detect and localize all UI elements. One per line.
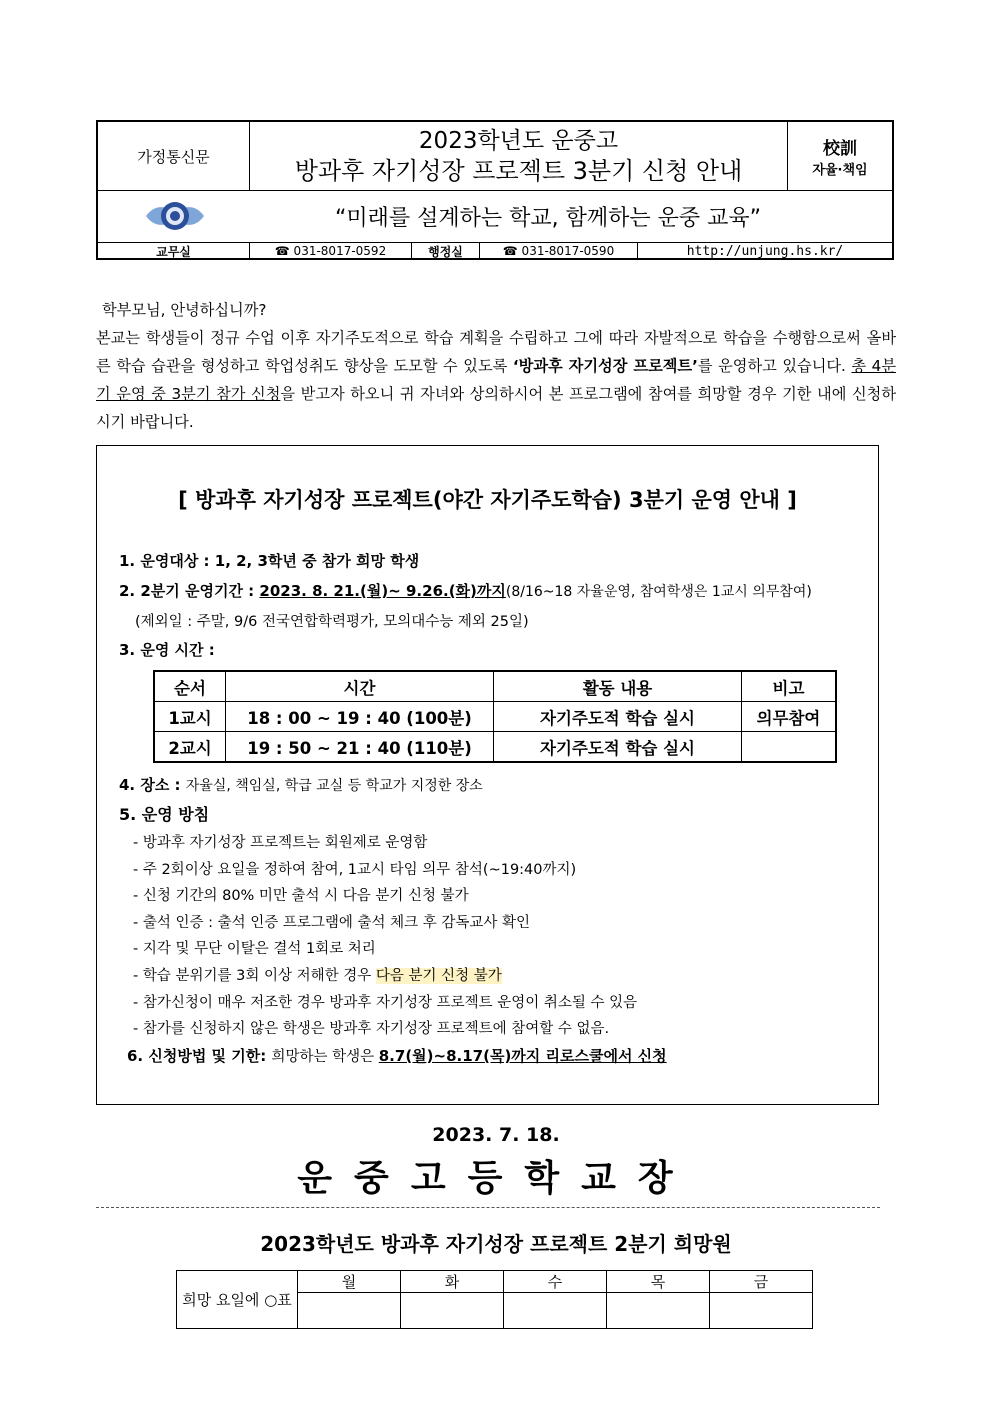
list-item: - 참가를 신청하지 않은 학생은 방과후 자기성장 프로젝트에 참여할 수 없음. (133, 1021, 610, 1037)
item-apply (127, 1045, 667, 1066)
table-row (154, 732, 836, 763)
list-item: - 참가신청이 매우 저조한 경우 방과후 자기성장 프로젝트 운영이 취소될 수 있음 (133, 995, 638, 1011)
principal-signature: 운중고등학교장 (297, 1158, 695, 1199)
list-item: - 방과후 자기성장 프로젝트는 회원제로 운영함 (133, 835, 428, 851)
apply-label: 6. 신청방법 및 기한: (127, 1047, 272, 1065)
period-value: 2023. 8. 21.(월)~ 9.26.(화)까지 (259, 582, 506, 600)
school-slogan: “미래를 설계하는 학교, 함께하는 운중 교육” (334, 205, 762, 231)
policy-text: - 학습 분위기를 3회 이상 저해한 경우 (133, 968, 376, 984)
intro-p1: 본교는 학생들이 정규 수업 이후 자기주도적으로 학습 계획을 수립하고 그에 따라 자발적으로 학습을 수행함으로써 올바른 학습 습관을 형성하고 학업성취도 향상을 도모할 수 있도록 (96, 329, 896, 375)
list-item: - 주 2회이상 요일을 정하여 참여, 1교시 타임 의무 참석(~19:40까지) (133, 862, 577, 878)
item-period (119, 580, 812, 601)
intro-p2: 를 운영하고 있습니다. (697, 357, 852, 375)
friday-mark-cell[interactable] (710, 1293, 813, 1329)
policy-highlight: 다음 분기 신청 불가 (375, 968, 502, 984)
day-wednesday: 수 (504, 1271, 607, 1293)
item-location (119, 774, 483, 795)
phone-1: ☎ 031-8017-0592 (250, 242, 412, 260)
item-hours: 3. 운영 시간 : (119, 641, 215, 659)
intro-text (96, 296, 896, 436)
school-motto (788, 122, 892, 190)
thursday-mark-cell[interactable] (607, 1293, 710, 1329)
period-label: 2. 2분기 운영기간 : (119, 582, 260, 600)
slogan-row (98, 190, 892, 243)
document-title (250, 122, 788, 190)
monday-mark-cell[interactable] (298, 1293, 401, 1329)
box-title: [ 방과후 자기성장 프로젝트(야간 자기주도학습) 3분기 운영 안내 ] (178, 488, 797, 512)
contact-row (98, 242, 892, 260)
list-item: - 지각 및 무단 이탈은 결석 1회로 처리 (133, 941, 376, 957)
row2-order: 2교시 (154, 732, 226, 763)
program-info-box (96, 445, 879, 1105)
day-tuesday: 화 (401, 1271, 504, 1293)
period-exclusion: (제외일 : 주말, 9/6 전국연합학력평가, 모의대수능 제외 25일) (135, 614, 529, 630)
list-item: - 신청 기간의 80% 미만 출석 시 다음 분기 신청 불가 (133, 888, 469, 904)
title-line-2: 방과후 자기성장 프로젝트 3분기 신청 안내 (294, 157, 743, 185)
tuesday-mark-cell[interactable] (401, 1293, 504, 1329)
school-url[interactable]: http://unjung.hs.kr/ (686, 243, 844, 259)
letterhead (96, 120, 894, 260)
row2-time: 19 : 50 ~ 21 : 40 (110분) (226, 732, 494, 763)
list-item: - 출석 인증 : 출석 인증 프로그램에 출석 체크 후 감독교사 확인 (133, 915, 530, 931)
program-name: ‘방과후 자기성장 프로젝트’ (512, 357, 698, 375)
col-order: 순서 (154, 671, 226, 702)
motto-label: 校訓 (823, 139, 857, 159)
intro-underlined: 총 4분기 운영 중 3분기 참가 신청 (96, 357, 897, 403)
day-selection-table (176, 1270, 813, 1329)
apply-deadline: 8.7(월)~8.17(목)까지 리로스쿨에서 신청 (378, 1047, 667, 1065)
row1-note: 의무참여 (742, 702, 837, 732)
table-row (154, 702, 836, 732)
cut-line (96, 1207, 880, 1208)
row1-time: 18 : 00 ~ 19 : 40 (100분) (226, 702, 494, 732)
school-emblem-icon (142, 198, 208, 234)
phone-2: ☎ 031-8017-0590 (480, 242, 638, 260)
col-note: 비고 (742, 671, 837, 702)
office-label-1: 교무실 (98, 242, 250, 260)
doc-type: 가정통신문 (98, 122, 250, 190)
intro-paragraph (96, 324, 896, 436)
row2-activity: 자기주도적 학습 실시 (494, 732, 742, 763)
form-title: 2023학년도 방과후 자기성장 프로젝트 2분기 희망원 (260, 1232, 732, 1256)
schedule-header-row (154, 671, 836, 702)
row1-order: 1교시 (154, 702, 226, 732)
row2-note (742, 732, 837, 763)
location-value: 자율실, 책임실, 학급 교실 등 학교가 지정한 장소 (185, 778, 483, 794)
intro-p3: 을 받고자 하오니 귀 자녀와 상의하시어 본 프로그램에 참여를 희망할 경우 기한 내에 신청하시기 바랍니다. (96, 385, 896, 431)
item-policy: 5. 운영 방침 (119, 805, 210, 824)
office-label-2: 행정실 (412, 242, 480, 260)
location-label: 4. 장소 : (119, 776, 186, 794)
col-time: 시간 (226, 671, 494, 702)
wednesday-mark-cell[interactable] (504, 1293, 607, 1329)
apply-text: 희망하는 학생은 (271, 1049, 379, 1065)
motto-text: 자율·책임 (812, 163, 868, 178)
row1-activity: 자기주도적 학습 실시 (494, 702, 742, 732)
item-target: 1. 운영대상 : 1, 2, 3학년 중 참가 희망 학생 (119, 552, 420, 570)
day-friday: 금 (710, 1271, 813, 1293)
greeting: 학부모님, 안녕하십니까? (102, 301, 267, 319)
issue-date: 2023. 7. 18. (432, 1124, 560, 1146)
day-thursday: 목 (607, 1271, 710, 1293)
schedule-table (153, 670, 837, 763)
day-selection-label: 희망 요일에 ○표 (177, 1271, 298, 1329)
day-monday: 월 (298, 1271, 401, 1293)
letterhead-title-row (98, 122, 892, 191)
period-note: (8/16~18 자율운영, 참여학생은 1교시 의무참여) (505, 584, 812, 600)
title-line-1: 2023학년도 운중고 (418, 128, 619, 154)
col-activity: 활동 내용 (494, 671, 742, 702)
list-item (133, 964, 502, 985)
